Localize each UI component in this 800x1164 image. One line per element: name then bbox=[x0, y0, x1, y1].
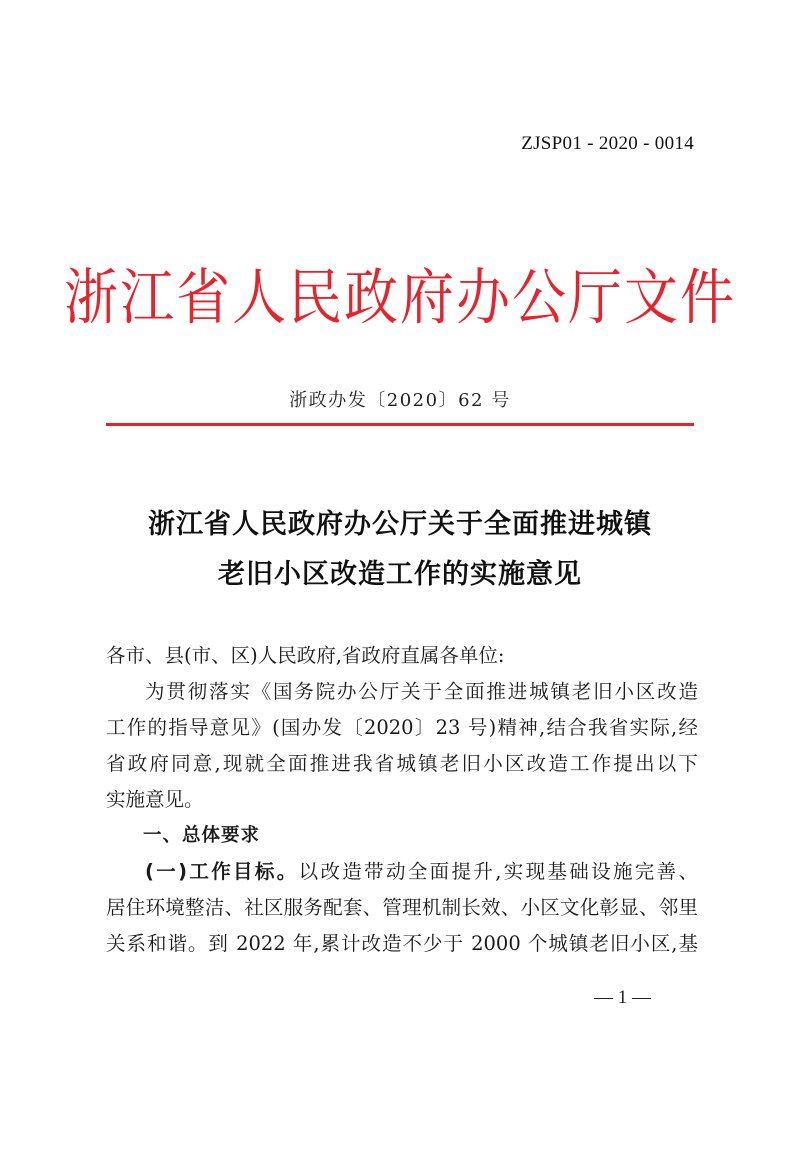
document-number: 浙政办发〔2020〕62 号 bbox=[289, 390, 511, 411]
section-1-1-lead: (一)工作目标。 bbox=[145, 860, 299, 883]
intro-paragraph bbox=[106, 674, 698, 818]
intro-line-1: 为贯彻落实《国务院办公厅关于全面推进城镇老旧小区改造 bbox=[145, 680, 698, 703]
intro-line-4: 实施意见。 bbox=[106, 788, 204, 811]
document-header-title: 浙江省人民政府办公厅文件 bbox=[64, 262, 736, 333]
document-title-line-1: 浙江省人民政府办公厅关于全面推进城镇 bbox=[148, 509, 652, 540]
document-body bbox=[106, 638, 698, 962]
page-number: — 1 — bbox=[594, 987, 651, 1008]
section-1-1-line-1-text: 以改造带动全面提升,实现基础设施完善、 bbox=[298, 860, 699, 883]
red-divider-line bbox=[106, 423, 694, 426]
section-heading-1: 一、总体要求 bbox=[143, 825, 261, 846]
salutation: 各市、县(市、区)人民政府,省政府直属各单位: bbox=[106, 644, 505, 667]
document-code: ZJSP01 - 2020 - 0014 bbox=[521, 133, 694, 154]
intro-line-2: 工作的指导意见》(国办发〔2020〕23 号)精神,结合我省实际,经 bbox=[106, 716, 698, 739]
intro-line-3: 省政府同意,现就全面推进我省城镇老旧小区改造工作提出以下 bbox=[106, 752, 698, 775]
document-title-line-2: 老旧小区改造工作的实施意见 bbox=[218, 559, 582, 590]
document-title bbox=[0, 500, 800, 600]
section-1-1-line-1 bbox=[106, 854, 698, 890]
section-1-1-line-2: 居住环境整洁、社区服务配套、管理机制长效、小区文化彰显、邻里 bbox=[106, 896, 698, 919]
section-1-1-line-3: 关系和谐。到 2022 年,累计改造不少于 2000 个城镇老旧小区,基 bbox=[106, 932, 698, 955]
section-1-paragraph-1 bbox=[106, 854, 698, 962]
